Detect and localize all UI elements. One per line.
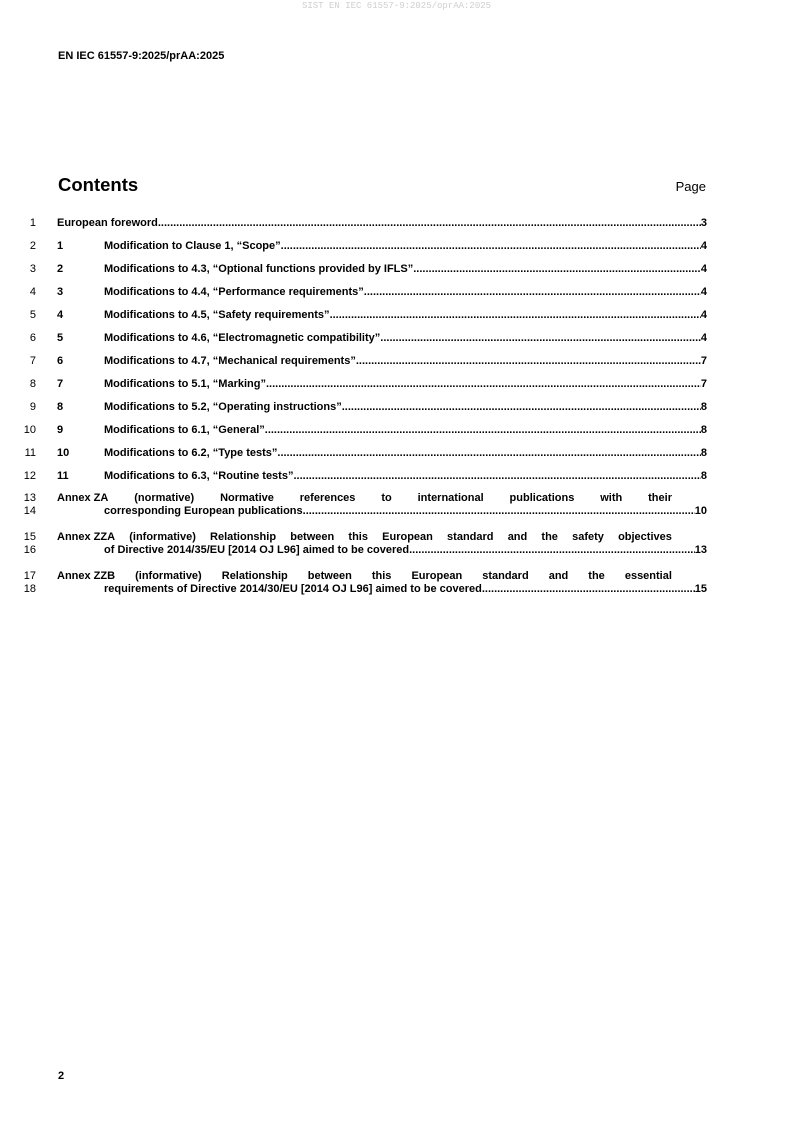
watermark: SIST EN IEC 61557-9:2025/oprAA:2025 [301,1,492,11]
line-number: 18 [23,583,36,595]
toc-entry-page: 8 [700,447,707,459]
annex-title-word: the [588,570,605,582]
line-number: 12 [23,470,36,482]
dot-leader [293,469,700,483]
annex-title-word: (normative) [134,492,195,504]
annex-title-word: (informative) [135,570,202,582]
annex-title-word: European [411,570,463,582]
annex-title-word: this [371,570,392,582]
toc-entry-5[interactable] [0,331,793,354]
toc-entry-title: Modifications to 4.4, “Performance requirements” [104,286,364,298]
toc-entry-title: European foreword [57,217,158,229]
line-number: 15 [23,531,36,543]
line-number: 4 [29,286,36,298]
annex-title-word: international [417,492,484,504]
line-number: 10 [23,424,36,436]
toc-entry-page: 8 [700,470,707,482]
annex-title-continuation: of Directive 2014/35/EU [2014 OJ L96] aimed to be covered [104,544,410,556]
annex-title-word: safety [572,531,604,543]
dot-leader [380,331,701,345]
toc-entry-number: 3 [57,286,64,298]
dot-leader [266,377,701,391]
line-number: 14 [23,505,36,517]
annex-title-word: their [648,492,672,504]
toc-entry-annex-zzb[interactable] [0,570,793,600]
annex-title-line [57,492,672,504]
toc-entry-number: 10 [57,447,70,459]
toc-entry-title: Modification to Clause 1, “Scope” [104,240,281,252]
line-number: 9 [29,401,36,413]
line-number: 11 [24,447,36,459]
line-number: 7 [29,355,36,367]
toc-entry-number: 5 [57,332,64,344]
dot-leader [158,216,701,230]
toc-entry-page: 4 [700,286,707,298]
line-number: 13 [23,492,36,504]
annex-title-word: standard [447,531,494,543]
annex-title-word: and [507,531,528,543]
annex-title-word: objectives [618,531,672,543]
line-number: 16 [23,544,36,556]
toc-entry-title: Modifications to 6.3, “Routine tests” [104,470,294,482]
contents-heading: Contents [58,174,139,195]
line-number: 1 [29,217,36,229]
toc-entry-number: 7 [57,378,64,390]
dot-leader [303,505,695,517]
annex-title-word: between [307,570,352,582]
toc-entry-8[interactable] [0,400,793,423]
toc-entry-2[interactable] [0,262,793,285]
toc-entry-title: Modifications to 5.1, “Marking” [104,378,266,390]
annex-title-word: Relationship [210,531,277,543]
toc-entry-number: 4 [57,309,64,321]
annex-title-word: to [381,492,392,504]
toc-entry-title: Modifications to 6.1, “General” [104,424,265,436]
dot-leader [281,239,701,253]
toc-entry-page: 3 [700,217,707,229]
toc-entry-page: 4 [700,240,707,252]
annex-title-word: between [290,531,335,543]
line-number: 6 [29,332,36,344]
annex-title-word: European [382,531,433,543]
page-number: 2 [58,1070,65,1082]
annex-title-word: this [348,531,368,543]
toc-entry-title: Modifications to 5.2, “Operating instructions” [104,401,342,413]
dot-leader [342,400,701,414]
dot-leader [330,308,701,322]
annex-title-word: references [299,492,356,504]
toc-entry-page: 7 [700,355,707,367]
toc-entry-page: 7 [700,378,707,390]
toc-entry-number: 6 [57,355,64,367]
annex-title-line [57,570,672,582]
toc-entry-page: 13 [694,544,707,556]
annex-title-word: Annex ZZA [57,531,116,543]
toc-entry-number: 9 [57,424,64,436]
toc-entry-page: 15 [694,583,707,595]
toc-entry-annex-za[interactable] [0,492,793,531]
annex-title-word: with [600,492,623,504]
toc-entry-number: 11 [57,470,69,482]
annex-title-line [57,531,672,543]
line-number: 17 [23,570,36,582]
toc-entry-1[interactable] [0,239,793,262]
page-column-label: Page [675,179,706,194]
toc-entry-title: Modifications to 6.2, “Type tests” [104,447,278,459]
toc-entry-number: 8 [57,401,64,413]
line-number: 2 [29,240,36,252]
toc-entry-11[interactable] [0,469,793,492]
toc-entry-number: 2 [57,263,64,275]
annex-title-word: the [541,531,558,543]
toc-entry-6[interactable] [0,354,793,377]
dot-leader [413,262,701,276]
toc-entry-9[interactable] [0,423,793,446]
toc-entry-title: Modifications to 4.3, “Optional functions provided by IFLS” [104,263,414,275]
toc-entry-title: Modifications to 4.5, “Safety requirements” [104,309,330,321]
toc-entry-foreword[interactable] [0,216,793,239]
toc-entry-page: 8 [700,401,707,413]
toc-entry-page: 10 [694,505,707,517]
line-number: 3 [29,263,36,275]
toc-entry-page: 4 [700,263,707,275]
toc-entry-page: 4 [700,332,707,344]
annex-title-word: Normative [220,492,274,504]
annex-title-word: essential [624,570,672,582]
toc-entry-title: Modifications to 4.7, “Mechanical requirements” [104,355,356,367]
annex-title-word: standard [482,570,529,582]
document-id: EN IEC 61557-9:2025/prAA:2025 [58,50,225,62]
annex-title-word: Annex ZA [57,492,109,504]
annex-title-word: and [548,570,569,582]
toc-entry-page: 8 [700,424,707,436]
annex-title-word: (informative) [129,531,196,543]
annex-title-word: Annex ZZB [57,570,116,582]
toc-entry-number: 1 [57,240,64,252]
toc-entry-title: Modifications to 4.6, “Electromagnetic compatibility” [104,332,381,344]
annex-title-word: Relationship [221,570,288,582]
dot-leader [482,583,695,595]
toc-entry-4[interactable] [0,308,793,331]
dot-leader [356,354,701,368]
dot-leader [277,446,700,460]
dot-leader [265,423,701,437]
table-of-contents [0,216,793,600]
annex-title-word: publications [509,492,575,504]
toc-entry-page: 4 [700,309,707,321]
toc-entry-annex-zza[interactable] [0,531,793,570]
dot-leader [364,285,701,299]
dot-leader [409,544,695,556]
toc-entry-7[interactable] [0,377,793,400]
line-number: 8 [29,378,36,390]
toc-entry-10[interactable] [0,446,793,469]
line-number: 5 [29,309,36,321]
annex-title-continuation: corresponding European publications [104,505,303,517]
toc-entry-3[interactable] [0,285,793,308]
annex-title-continuation: requirements of Directive 2014/30/EU [2014 OJ L96] aimed to be covered [104,583,482,595]
